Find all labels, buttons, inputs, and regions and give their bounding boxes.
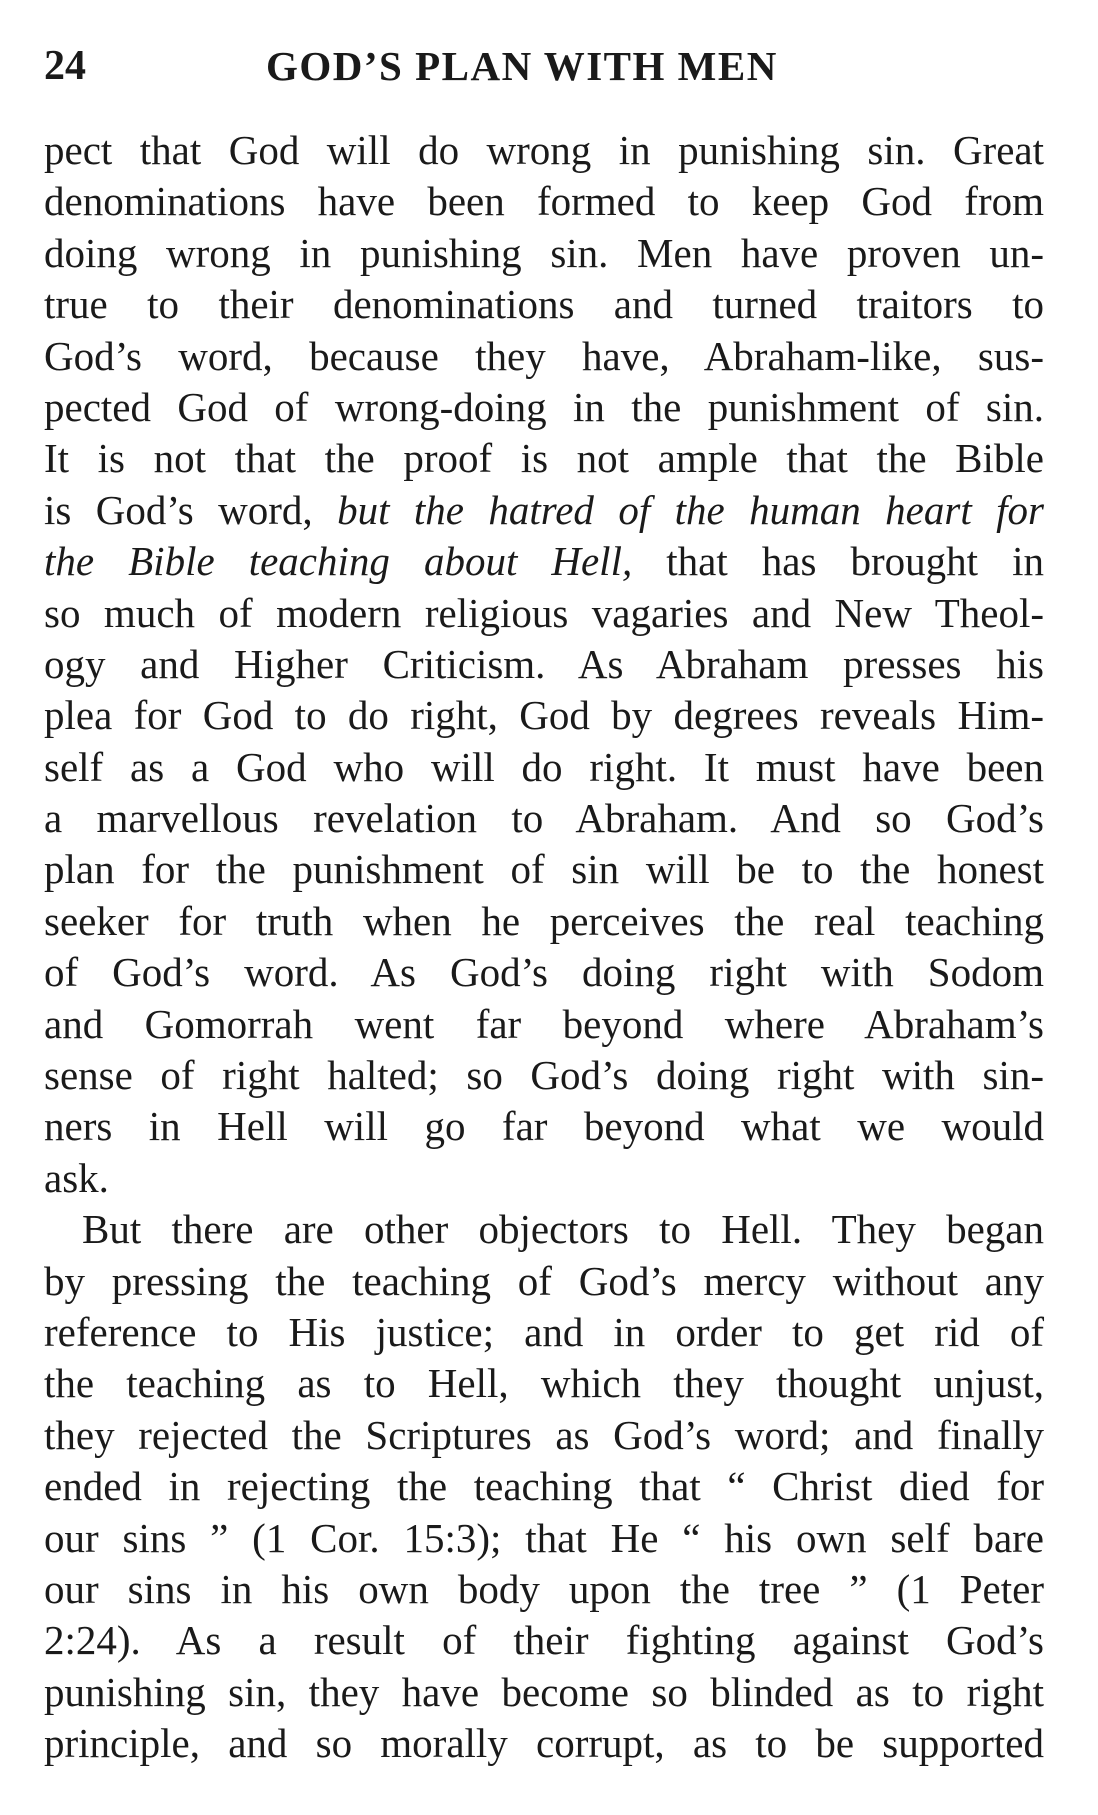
text-line [44, 331, 1044, 382]
line-text: ners in Hell will go far beyond what we would [44, 1103, 1044, 1150]
line-text: principle, and so morally corrupt, as to be supported [44, 1720, 1044, 1767]
line-text: reference to His justice; and in order to get rid of [44, 1308, 1044, 1355]
running-head [44, 36, 1044, 96]
text-line [44, 1153, 1044, 1204]
text-line [44, 382, 1044, 433]
text-line [44, 1564, 1044, 1615]
text-line [44, 947, 1044, 998]
line-text: 2:24). As a result of their fighting against God’s [44, 1617, 1044, 1664]
italic-text: the Bible teaching about Hell, [44, 538, 633, 585]
text-line [44, 1050, 1044, 1101]
text-line [44, 228, 1044, 279]
line-text: ogy and Higher Criticism. As Abraham presses his [44, 640, 1044, 687]
line-text: But there are other objectors to Hell. They began [82, 1206, 1044, 1253]
text-line [44, 1615, 1044, 1666]
text-line [44, 433, 1044, 484]
line-text: that has brought in [632, 538, 1044, 585]
line-text: punishing sin, they have become so blinded as to right [44, 1668, 1044, 1715]
text-line [44, 176, 1044, 227]
line-text: so much of modern religious vagaries and New Theol- [44, 589, 1044, 636]
text-line [44, 1358, 1044, 1409]
line-text: true to their denominations and turned traitors to [44, 281, 1044, 328]
body-text [44, 125, 1044, 1770]
line-text: is God’s word, [44, 486, 338, 533]
line-text: a marvellous revelation to Abraham. And so God’s [44, 795, 1044, 842]
line-text: ask. [44, 1154, 109, 1201]
text-line [44, 125, 1044, 176]
text-line [44, 896, 1044, 947]
running-title: GOD’S PLAN WITH MEN [266, 43, 778, 89]
text-line [44, 279, 1044, 330]
line-text: sense of right halted; so God’s doing right with sin- [44, 1052, 1044, 1099]
line-text: they rejected the Scriptures as God’s word; and finally [44, 1411, 1044, 1458]
text-line [44, 1667, 1044, 1718]
line-text: the teaching as to Hell, which they thought unjust, [44, 1360, 1044, 1407]
text-line [44, 485, 1044, 536]
line-text: ended in rejecting the teaching that “ Christ died for [44, 1463, 1044, 1510]
line-text: pect that God will do wrong in punishing sin. Great [44, 127, 1044, 173]
italic-text: but the hatred of the human heart for [337, 486, 1044, 533]
line-text: of God’s word. As God’s doing right with Sodom [44, 949, 1044, 996]
text-line [44, 1307, 1044, 1358]
line-text: our sins ” (1 Cor. 15:3); that He “ his own self bare [44, 1514, 1044, 1561]
line-text: denominations have been formed to keep God from [44, 178, 1044, 225]
text-line [44, 844, 1044, 895]
line-text: doing wrong in punishing sin. Men have proven un- [44, 229, 1044, 276]
text-line [44, 1256, 1044, 1307]
line-text: God’s word, because they have, Abraham-like, sus- [44, 332, 1044, 379]
text-line [44, 793, 1044, 844]
text-line [44, 1513, 1044, 1564]
text-line [44, 690, 1044, 741]
text-line [44, 1718, 1044, 1769]
text-line [44, 639, 1044, 690]
text-line [44, 742, 1044, 793]
text-line [44, 1204, 1044, 1255]
line-text: by pressing the teaching of God’s mercy without any [44, 1257, 1044, 1304]
text-line [44, 1410, 1044, 1461]
line-text: self as a God who will do right. It must have been [44, 743, 1044, 790]
text-line [44, 1101, 1044, 1152]
line-text: pected God of wrong-doing in the punishment of sin. [44, 383, 1044, 430]
text-line [44, 1461, 1044, 1512]
line-text: our sins in his own body upon the tree ” (1 Peter [44, 1565, 1044, 1612]
text-line [44, 999, 1044, 1050]
line-text: plan for the punishment of sin will be to the honest [44, 846, 1044, 893]
page-number: 24 [44, 43, 86, 89]
text-line [44, 588, 1044, 639]
line-text: and Gomorrah went far beyond where Abraham’s [44, 1000, 1044, 1047]
line-text: seeker for truth when he perceives the real teaching [44, 897, 1044, 944]
text-line [44, 536, 1044, 587]
line-text: plea for God to do right, God by degrees reveals Him- [44, 692, 1044, 739]
line-text: It is not that the proof is not ample that the Bible [44, 435, 1044, 482]
